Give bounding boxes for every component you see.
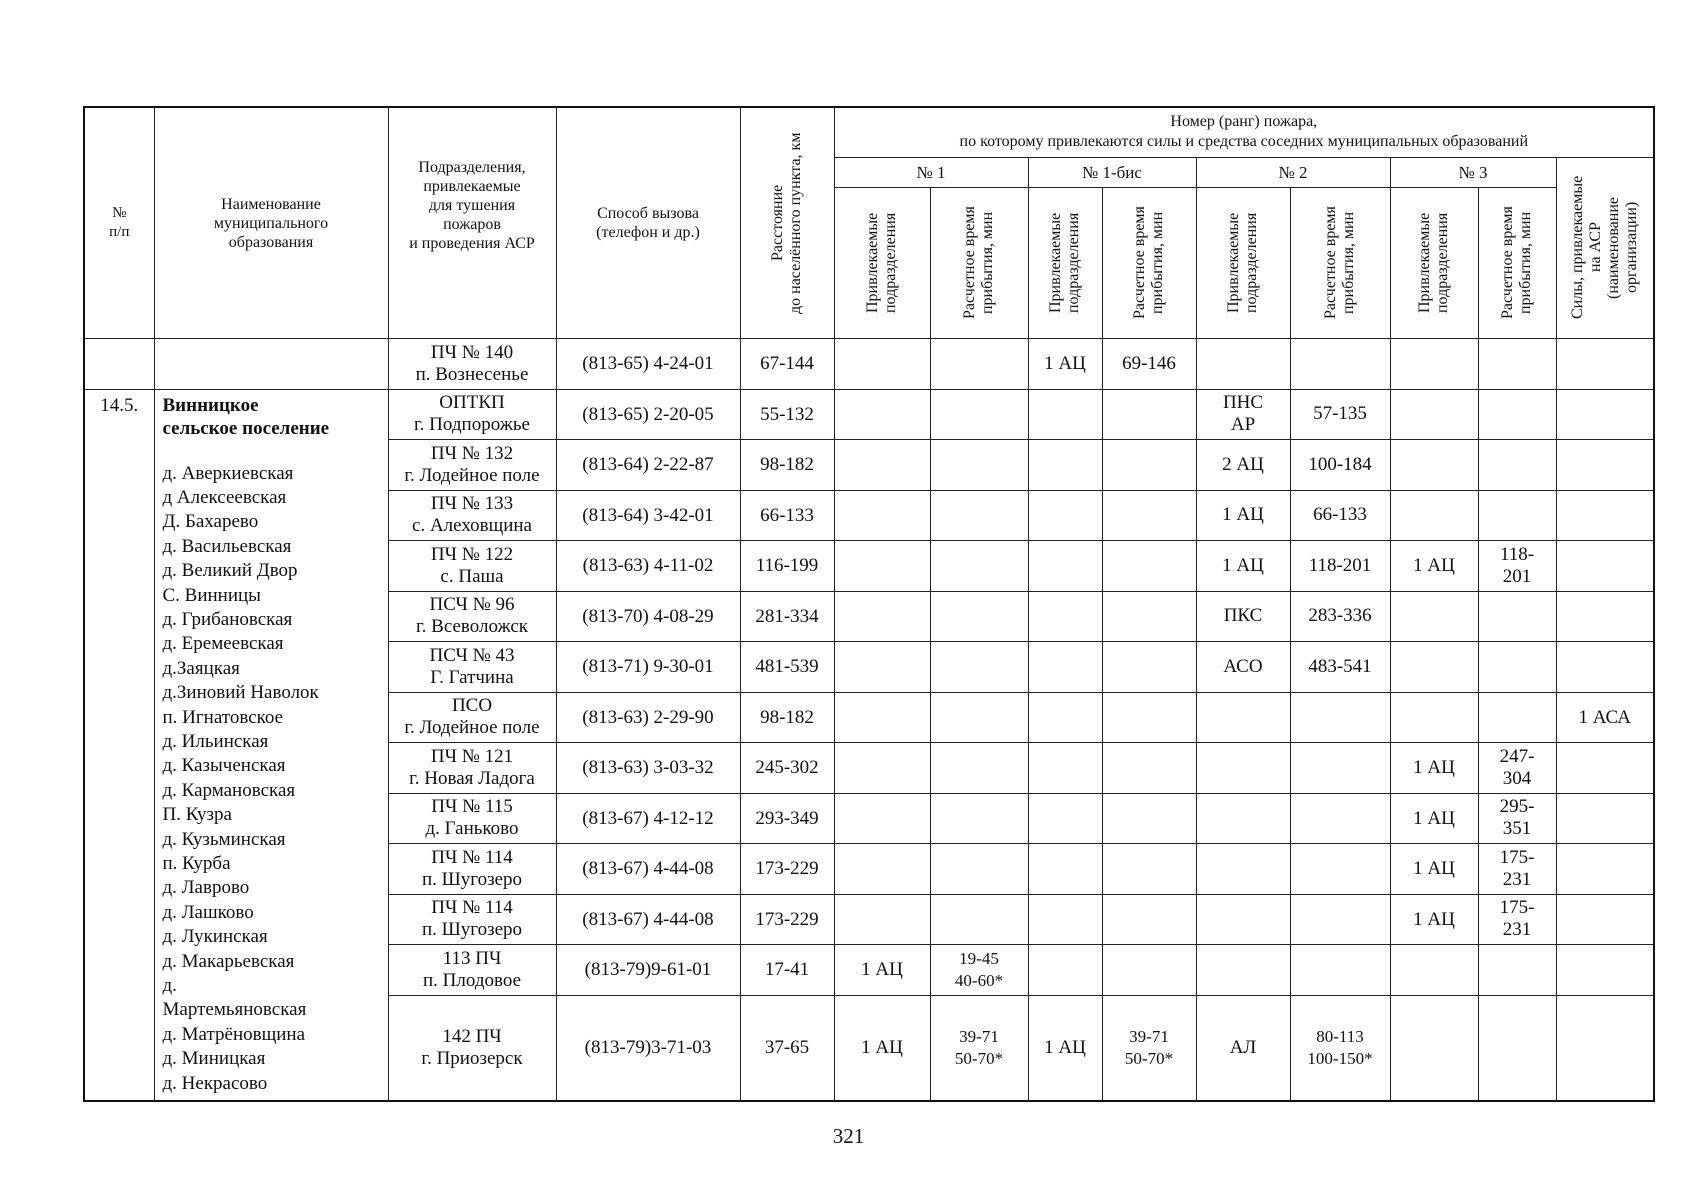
cell-r1bis-time — [1102, 389, 1196, 440]
cell-r1-time — [930, 389, 1028, 440]
cell-r3-time — [1478, 945, 1556, 996]
cell-r2-time — [1290, 844, 1390, 895]
cell-r3-units — [1390, 339, 1478, 390]
cell-r1bis-units — [1028, 945, 1102, 996]
cell-distance: 66-133 — [740, 490, 834, 541]
cell-r3-time — [1478, 642, 1556, 693]
village-item: Мартемьяновская — [162, 999, 307, 1021]
cell-r3-time — [1478, 591, 1556, 642]
cell-r2-time: 66-133 — [1290, 490, 1390, 541]
cell-phone: (813-63) 3-03-32 — [556, 743, 740, 794]
header-asr — [1556, 157, 1654, 339]
cell-r1-units — [834, 440, 930, 491]
village-item: д.Зиновий Наволок — [162, 682, 319, 704]
cell-r1bis-time — [1102, 591, 1196, 642]
cell-r2-units — [1196, 844, 1290, 895]
header-rank-3: № 3 — [1390, 157, 1556, 188]
cell-r2-units — [1196, 894, 1290, 945]
cell-r2-time: 483-541 — [1290, 642, 1390, 693]
village-item: П. Кузра — [162, 804, 232, 826]
cell-unit: ПЧ № 132 г. Лодейное поле — [388, 440, 556, 491]
cell-asr — [1556, 793, 1654, 844]
cell-r1bis-time — [1102, 894, 1196, 945]
cell-unit: ПСЧ № 96 г. Всеволожск — [388, 591, 556, 642]
header-r1-units — [834, 188, 930, 339]
header-name: Наименование муниципального образования — [154, 107, 388, 339]
cell-r1bis-units — [1028, 743, 1102, 794]
cell-phone: (813-63) 2-29-90 — [556, 692, 740, 743]
cell-distance: 98-182 — [740, 692, 834, 743]
cell-phone: (813-70) 4-08-29 — [556, 591, 740, 642]
cell-r1-units — [834, 642, 930, 693]
village-item: д. Лашково — [162, 901, 254, 923]
cell-r3-time — [1478, 389, 1556, 440]
cell-r2-time: 80-113 100-150* — [1290, 995, 1390, 1100]
cell-asr — [1556, 440, 1654, 491]
header-distance-label: Расстояние до населённого пункта, км — [769, 132, 804, 314]
cell-r1-units — [834, 389, 930, 440]
cell-r2-units: АСО — [1196, 642, 1290, 693]
cell-unit: 142 ПЧ г. Приозерск — [388, 995, 556, 1100]
cell-asr — [1556, 894, 1654, 945]
cell-r3-time — [1478, 995, 1556, 1100]
cell-unit: ПСЧ № 43 Г. Гатчина — [388, 642, 556, 693]
cell-r3-time — [1478, 440, 1556, 491]
cell-unit: ПЧ № 122 с. Паша — [388, 541, 556, 592]
cell-r2-units: 1 АЦ — [1196, 541, 1290, 592]
village-item: д. Васильевская — [162, 535, 292, 557]
cell-r1bis-time — [1102, 743, 1196, 794]
cell-distance: 67-144 — [740, 339, 834, 390]
cell-r2-time: 118-201 — [1290, 541, 1390, 592]
header-r2-units — [1196, 188, 1290, 339]
cell-r2-units: 1 АЦ — [1196, 490, 1290, 541]
cell-phone: (813-67) 4-44-08 — [556, 894, 740, 945]
cell-r1bis-time — [1102, 844, 1196, 895]
header-r1bis-time — [1102, 188, 1196, 339]
cell-r3-time — [1478, 339, 1556, 390]
cell-asr: 1 АСА — [1556, 692, 1654, 743]
header-r2-time — [1290, 188, 1390, 339]
cell-r2-units — [1196, 743, 1290, 794]
cell-r1bis-time — [1102, 793, 1196, 844]
cell-r1bis-units: 1 АЦ — [1028, 995, 1102, 1100]
cell-r1-time — [930, 440, 1028, 491]
settlement-cell — [154, 389, 388, 1100]
cell-distance: 481-539 — [740, 642, 834, 693]
cell-unit: ПЧ № 114 п. Шугозеро — [388, 894, 556, 945]
village-item: д. Великий Двор — [162, 560, 298, 582]
cell-r1-time — [930, 339, 1028, 390]
village-item: д. Некрасово — [162, 1072, 268, 1094]
cell-distance: 173-229 — [740, 894, 834, 945]
cell-r2-units: 2 АЦ — [1196, 440, 1290, 491]
cell-r1-time — [930, 692, 1028, 743]
cell-r1-units: 1 АЦ — [834, 995, 930, 1100]
cell-r1-time — [930, 844, 1028, 895]
header-num: № п/п — [84, 107, 154, 339]
cell-r3-units — [1390, 591, 1478, 642]
cell-asr — [1556, 743, 1654, 794]
settlement-number: 14.5. — [84, 389, 154, 1100]
cell-r1-units — [834, 743, 930, 794]
village-item: п. Курба — [162, 853, 231, 875]
cell-r2-time — [1290, 945, 1390, 996]
village-item: п. Игнатовское — [162, 706, 284, 728]
cell-r1bis-units — [1028, 844, 1102, 895]
cell-r2-time — [1290, 894, 1390, 945]
cell-asr — [1556, 995, 1654, 1100]
village-item: д Алексеевская — [162, 486, 287, 508]
village-item: д. Лукинская — [162, 926, 268, 948]
cell-r2-units — [1196, 339, 1290, 390]
cell-r1-time — [930, 642, 1028, 693]
header-rank-1: № 1 — [834, 157, 1028, 188]
cell-r3-time: 295- 351 — [1478, 793, 1556, 844]
cell-r3-units: 1 АЦ — [1390, 793, 1478, 844]
cell-name-empty — [154, 339, 388, 390]
village-item: С. Винницы — [162, 584, 261, 606]
cell-r2-units — [1196, 793, 1290, 844]
village-item: д. Ильинская — [162, 730, 269, 752]
cell-r1bis-units — [1028, 793, 1102, 844]
village-item: д. Казыченская — [162, 755, 286, 777]
header-r1bis-units — [1028, 188, 1102, 339]
village-item: д. Матрёновщина — [162, 1023, 306, 1045]
cell-r2-time: 100-184 — [1290, 440, 1390, 491]
cell-r1bis-units — [1028, 389, 1102, 440]
cell-r1-time — [930, 541, 1028, 592]
cell-r1bis-units — [1028, 642, 1102, 693]
cell-r3-units: 1 АЦ — [1390, 541, 1478, 592]
cell-asr — [1556, 339, 1654, 390]
cell-r1-time: 39-71 50-70* — [930, 995, 1028, 1100]
cell-phone: (813-67) 4-44-08 — [556, 844, 740, 895]
header-r2-time-label: Расчетное время прибытия, мин — [1322, 206, 1357, 320]
settlement-name: Винницкое сельское поселение — [162, 394, 330, 439]
cell-unit: ПЧ № 114 п. Шугозеро — [388, 844, 556, 895]
cell-r1bis-units — [1028, 440, 1102, 491]
cell-phone: (813-64) 3-42-01 — [556, 490, 740, 541]
cell-distance: 116-199 — [740, 541, 834, 592]
table-row — [84, 389, 1654, 440]
cell-r3-time: 175- 231 — [1478, 894, 1556, 945]
header-rank-title: Номер (ранг) пожара, по которому привлекаются силы и средства соседних муниципальных образований — [834, 107, 1654, 157]
cell-asr — [1556, 945, 1654, 996]
cell-distance: 17-41 — [740, 945, 834, 996]
cell-distance: 173-229 — [740, 844, 834, 895]
cell-r2-time — [1290, 692, 1390, 743]
cell-r1-units — [834, 844, 930, 895]
cell-r1-units — [834, 591, 930, 642]
cell-r1-units — [834, 490, 930, 541]
cell-r2-time: 283-336 — [1290, 591, 1390, 642]
cell-r3-units: 1 АЦ — [1390, 743, 1478, 794]
cell-r3-units — [1390, 692, 1478, 743]
village-item: д. Еремеевская — [162, 633, 284, 655]
village-item: д. Кармановская — [162, 779, 296, 801]
header-r1-units-label: Привлекаемые подразделения — [864, 212, 899, 314]
village-item: д. Лаврово — [162, 877, 250, 899]
header-r1-time-label: Расчетное время прибытия, мин — [961, 206, 996, 320]
cell-r3-units: 1 АЦ — [1390, 894, 1478, 945]
cell-asr — [1556, 389, 1654, 440]
cell-r1-time — [930, 591, 1028, 642]
fire-forces-table — [83, 106, 1655, 1102]
cell-asr — [1556, 844, 1654, 895]
cell-r2-time — [1290, 793, 1390, 844]
cell-unit: ПЧ № 133 с. Алеховщина — [388, 490, 556, 541]
cell-r3-units — [1390, 440, 1478, 491]
village-item: д. Аверкиевская — [162, 462, 294, 484]
cell-r2-time: 57-135 — [1290, 389, 1390, 440]
village-item: д. Миницкая — [162, 1048, 266, 1070]
header-r3-time-label: Расчетное время прибытия, мин — [1499, 206, 1534, 320]
cell-phone: (813-63) 4-11-02 — [556, 541, 740, 592]
cell-r1bis-units — [1028, 894, 1102, 945]
cell-r1-time — [930, 894, 1028, 945]
cell-r3-units — [1390, 945, 1478, 996]
cell-unit: ПЧ № 140 п. Вознесенье — [388, 339, 556, 390]
village-list — [163, 462, 382, 1097]
cell-r1bis-time: 39-71 50-70* — [1102, 995, 1196, 1100]
cell-unit: ОПТКП г. Подпорожье — [388, 389, 556, 440]
cell-unit: ПЧ № 121 г. Новая Ладога — [388, 743, 556, 794]
village-item: д. Макарьевская — [162, 950, 295, 972]
cell-r1bis-units — [1028, 692, 1102, 743]
cell-distance: 245-302 — [740, 743, 834, 794]
cell-r2-time — [1290, 743, 1390, 794]
cell-r1-time — [930, 743, 1028, 794]
cell-distance: 55-132 — [740, 389, 834, 440]
cell-r2-units — [1196, 692, 1290, 743]
cell-r1-units — [834, 339, 930, 390]
cell-unit: ПСО г. Лодейное поле — [388, 692, 556, 743]
cell-phone: (813-65) 4-24-01 — [556, 339, 740, 390]
header-r2-units-label: Привлекаемые подразделения — [1225, 212, 1260, 314]
cell-r2-units: ПКС — [1196, 591, 1290, 642]
cell-r1-units — [834, 692, 930, 743]
cell-r3-time — [1478, 692, 1556, 743]
cell-r3-units — [1390, 389, 1478, 440]
cell-r1bis-units — [1028, 490, 1102, 541]
cell-r1-units: 1 АЦ — [834, 945, 930, 996]
cell-asr — [1556, 490, 1654, 541]
cell-r3-units — [1390, 642, 1478, 693]
cell-r3-time: 118- 201 — [1478, 541, 1556, 592]
cell-r1bis-units — [1028, 541, 1102, 592]
cell-unit: ПЧ № 115 д. Ганьково — [388, 793, 556, 844]
cell-r2-units — [1196, 945, 1290, 996]
header-r1bis-units-label: Привлекаемые подразделения — [1047, 212, 1082, 314]
cell-phone: (813-79)9-61-01 — [556, 945, 740, 996]
cell-r1bis-time — [1102, 440, 1196, 491]
header-rank-1bis: № 1-бис — [1028, 157, 1196, 188]
cell-phone: (813-64) 2-22-87 — [556, 440, 740, 491]
cell-r1bis-time — [1102, 692, 1196, 743]
village-item: д. — [162, 975, 177, 997]
cell-phone: (813-65) 2-20-05 — [556, 389, 740, 440]
village-item: д. Кузьминская — [162, 828, 286, 850]
header-call: Способ вызова (телефон и др.) — [556, 107, 740, 339]
cell-r3-units: 1 АЦ — [1390, 844, 1478, 895]
cell-r1bis-time: 69-146 — [1102, 339, 1196, 390]
fire-forces-table-page — [83, 106, 1653, 1101]
cell-distance: 293-349 — [740, 793, 834, 844]
cell-r3-time: 247- 304 — [1478, 743, 1556, 794]
header-units: Подразделения, привлекаемые для тушения пожаров и проведения АСР — [388, 107, 556, 339]
cell-r2-time — [1290, 339, 1390, 390]
cell-asr — [1556, 541, 1654, 592]
cell-r1-time: 19-45 40-60* — [930, 945, 1028, 996]
table-row — [84, 339, 1654, 390]
cell-phone: (813-71) 9-30-01 — [556, 642, 740, 693]
cell-r1-units — [834, 894, 930, 945]
cell-r1bis-time — [1102, 541, 1196, 592]
header-r3-units — [1390, 188, 1478, 339]
cell-r3-time: 175- 231 — [1478, 844, 1556, 895]
header-r3-units-label: Привлекаемые подразделения — [1416, 212, 1451, 314]
cell-distance: 281-334 — [740, 591, 834, 642]
cell-r3-units — [1390, 490, 1478, 541]
header-r1-time — [930, 188, 1028, 339]
village-item: Д. Бахарево — [162, 511, 259, 533]
cell-r1bis-time — [1102, 642, 1196, 693]
cell-distance: 98-182 — [740, 440, 834, 491]
village-item: д.Заяцкая — [162, 657, 240, 679]
cell-num-empty — [84, 339, 154, 390]
page-number: 321 — [832, 1124, 865, 1148]
cell-distance: 37-65 — [740, 995, 834, 1100]
cell-r1-time — [930, 490, 1028, 541]
cell-r1bis-time — [1102, 490, 1196, 541]
cell-r2-units: АЛ — [1196, 995, 1290, 1100]
village-item: д. Грибановская — [162, 608, 293, 630]
cell-asr — [1556, 642, 1654, 693]
cell-r1-units — [834, 793, 930, 844]
cell-r2-units: ПНС АР — [1196, 389, 1290, 440]
cell-r1bis-units: 1 АЦ — [1028, 339, 1102, 390]
cell-unit: 113 ПЧ п. Плодовое — [388, 945, 556, 996]
header-r1bis-time-label: Расчетное время прибытия, мин — [1131, 206, 1166, 320]
cell-r1bis-time — [1102, 945, 1196, 996]
header-rank-2: № 2 — [1196, 157, 1390, 188]
cell-phone: (813-79)3-71-03 — [556, 995, 740, 1100]
header-r3-time — [1478, 188, 1556, 339]
cell-phone: (813-67) 4-12-12 — [556, 793, 740, 844]
cell-asr — [1556, 591, 1654, 642]
header-asr-label: Силы, привлекаемые на АСР (наименование организации) — [1568, 176, 1640, 320]
settlement-rows — [84, 389, 1654, 1100]
cell-r1-time — [930, 793, 1028, 844]
cell-r1-units — [834, 541, 930, 592]
cell-r1bis-units — [1028, 591, 1102, 642]
header-distance — [740, 107, 834, 339]
cell-r3-units — [1390, 995, 1478, 1100]
cell-r3-time — [1478, 490, 1556, 541]
